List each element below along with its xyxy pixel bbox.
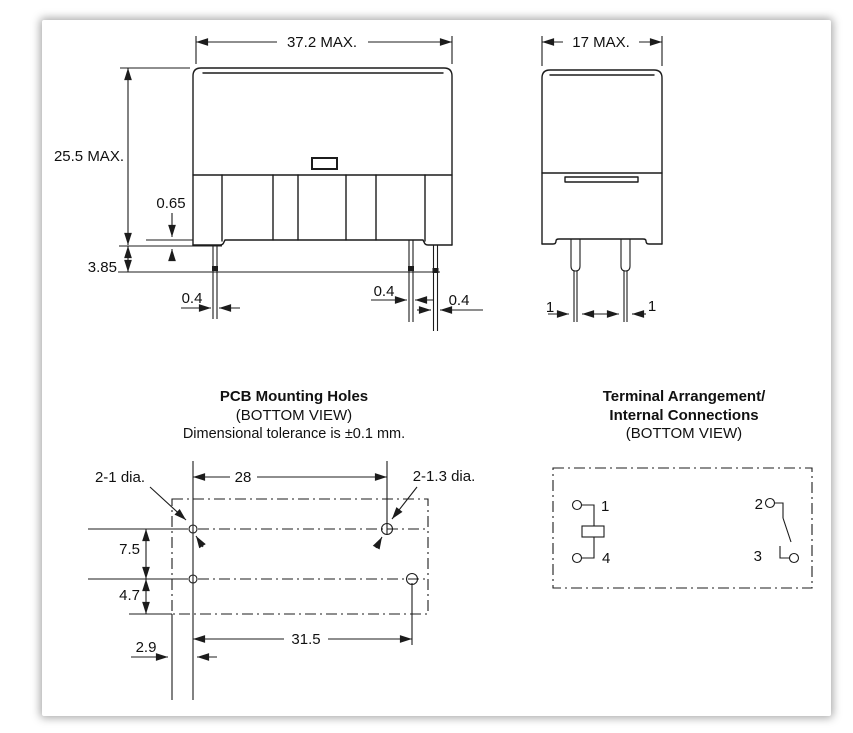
relay-side-body — [542, 70, 662, 244]
dim-outer-pitch — [193, 631, 412, 648]
dim-pin-width-middle — [371, 283, 433, 300]
pcb-footprint-outline — [172, 499, 428, 614]
terminal-4-label: 4 — [602, 550, 611, 567]
mounting-holes — [189, 524, 418, 585]
pcb-holes-title: PCB Mounting Holes — [219, 388, 369, 405]
terminal-1-label: 1 — [601, 498, 610, 515]
terminal-outline — [553, 468, 812, 588]
terminal-2-label: 2 — [754, 496, 763, 513]
dim-side-pin-widths — [546, 298, 656, 316]
relay-front-view — [54, 34, 483, 331]
hole-label-large — [376, 468, 475, 548]
relay-label-window — [312, 158, 337, 169]
relay-side-pins — [571, 239, 630, 322]
large-hole-label: 2-1.3 dia. — [412, 468, 476, 485]
dim-edge-offset — [131, 639, 217, 657]
dim-pin-width-middle-label: 0.4 — [373, 283, 395, 300]
terminal-4-pad — [573, 554, 582, 563]
dim-edge-offset-label: 2.9 — [135, 639, 157, 656]
terminal-arrangement — [553, 388, 812, 588]
dim-row-spacing-label: 7.5 — [119, 541, 140, 558]
relay-front-body — [193, 68, 452, 245]
dim-side-width — [542, 34, 662, 66]
relay-front-pins — [212, 240, 439, 331]
dim-side-pin-left-label: 1 — [545, 299, 555, 316]
terminal-1-pad — [573, 501, 582, 510]
terminal-3-label: 3 — [753, 548, 762, 565]
terminal-subtitle: (BOTTOM VIEW) — [625, 425, 743, 442]
pcb-holes-tolerance-note: Dimensional tolerance is ±0.1 mm. — [182, 426, 406, 442]
terminal-title-line2: Internal Connections — [609, 407, 759, 424]
dim-front-width-label: 37.2 MAX. — [286, 34, 358, 51]
dim-row-spacing — [119, 529, 146, 579]
dim-standoff — [119, 195, 222, 260]
dim-pin-width-right — [417, 292, 483, 310]
dim-pin-width-right-label: 0.4 — [448, 292, 470, 309]
dim-front-height — [54, 68, 190, 245]
coil-symbol — [573, 498, 611, 567]
dim-standoff-label: 0.65 — [156, 195, 186, 212]
small-hole-label: 2-1 dia. — [94, 469, 146, 486]
coil-box — [582, 526, 604, 537]
dim-bottom-row — [119, 579, 146, 614]
terminal-3-pad — [790, 554, 799, 563]
relay-side-view — [542, 34, 662, 322]
dim-front-width — [196, 34, 452, 64]
dim-side-pin-right-label: 1 — [647, 298, 657, 315]
terminal-2-pad — [766, 499, 775, 508]
dim-side-width-label: 17 MAX. — [572, 34, 630, 51]
dim-hole-pitch — [193, 469, 387, 486]
relay-front-base-ribs — [222, 175, 425, 241]
dim-pin-shoulder-label: 3.85 — [87, 259, 117, 276]
contact-blade — [783, 518, 791, 542]
dim-pin-width-left-label: 0.4 — [181, 290, 203, 307]
dim-bottom-row-label: 4.7 — [119, 587, 140, 604]
dim-hole-pitch-label: 28 — [234, 469, 252, 486]
pcb-holes-subtitle: (BOTTOM VIEW) — [235, 407, 353, 424]
dim-pin-width-left — [181, 290, 240, 308]
pcb-mounting-holes — [88, 388, 475, 700]
contact-symbol — [754, 496, 799, 565]
dim-outer-pitch-label: 31.5 — [291, 631, 321, 648]
dim-front-height-label: 25.5 MAX. — [53, 148, 124, 165]
hole-label-small — [95, 469, 203, 547]
terminal-title-line1: Terminal Arrangement/ — [602, 388, 766, 405]
dim-pin-shoulder — [88, 246, 440, 276]
